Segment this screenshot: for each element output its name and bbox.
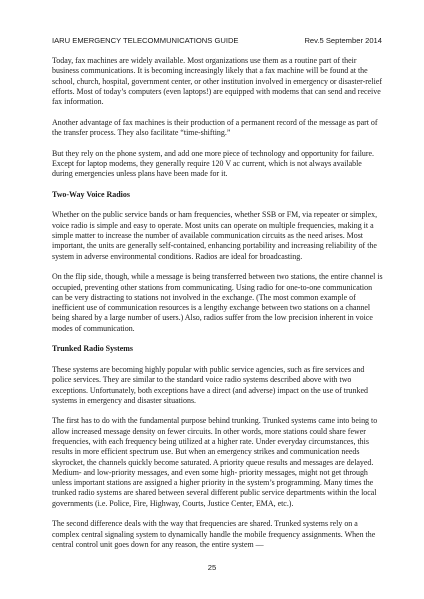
paragraph-fax-availability: Today, fax machines are widely available. Most organizations use them as a routine part of their business communications. It is becoming increasingly likely that a fax machine will be found at the school, church, hospital, government center, or other institution involved in emergency or disaster-relief efforts. Most of today’s computers (even laptops!) are equipped with modems that can send and receive fax information. xyxy=(52,56,383,107)
paragraph-trunked-second-difference: The second difference deals with the way that frequencies are shared. Trunked systems rely on a complex central signaling system to dynamically handle the mobile frequency assignments. When the central control unit goes down for any reason, the entire system — xyxy=(52,519,376,549)
header-title: IARU EMERGENCY TELECOMMUNICATIONS GUIDE xyxy=(52,36,239,45)
paragraph-fax-advantage: Another advantage of fax machines is their production of a permanent record of the message as part of the transfer process. They also facilitate “time-shifting.” xyxy=(52,117,378,138)
paragraph-voice-radio-drawbacks: On the flip side, though, while a message is being transferred between two stations, the entire channel is occupied, preventing other stations from communicating. Using radio for one-to-one communication can be very distracting to stations not involved in the exchange. (The most common example of inefficient use of communication resources is a lengthy exchange between two stations on a channel being shared by a large number of users.) Also, radios suffer from the low precision inherent in voice modes of communication. xyxy=(52,272,383,333)
header-revision: Rev.5 September 2014 xyxy=(304,36,382,45)
paragraph-fax-drawbacks: But they rely on the phone system, and add one more piece of technology and opportunity for failure. Except for laptop modems, they generally require 120 V ac current, which is not always available during emergencies unless plans have been made for it. xyxy=(52,148,375,179)
heading-two-way-voice-radios: Two-Way Voice Radios xyxy=(52,189,130,199)
paragraph-trunked-first-difference: The first has to do with the fundamental purpose behind trunking. Trunked systems came into being to allow increased message density on fewer circuits. In other words, more stations could share fewer frequencies, with each frequency being utilized at a higher rate. Under everyday circumstances, this results in more efficient spectrum use. But when an emergency strikes and communication needs skyrocket, the channels quickly become saturated. A priority queue results and messages are delayed. Medium- and low-priority messages, and even some high- priority messages, might not get through unless important stations are assigned a higher priority in the system’s programming. Many times the trunked radio systems are shared between several different public service departments within the local governments (i.e. Police, Fire, Highway, Courts, Justice Center, EMA, etc.). xyxy=(52,416,378,508)
page-header xyxy=(52,35,382,47)
paragraph-trunked-intro: These systems are becoming highly popular with public service agencies, such as fire services and police services. They are similar to the standard voice radio systems described above with two exceptions. Unfortunately, both exceptions have a direct (and adverse) impact on the use of trunked systems in emergency and disaster situations. xyxy=(52,364,368,405)
paragraph-voice-radio-advantages: Whether on the public service bands or ham frequencies, whether SSB or FM, via repeater or simplex, voice radio is simple and easy to operate. Most units can operate on multiple frequencies, making it a simple matter to increase the number of available communication circuits as the need arises. Most important, the units are generally self-contained, enhancing portability and increasing reliability of the system in adverse environmental conditions. Radios are ideal for broadcasting. xyxy=(52,210,378,261)
page-number: 25 xyxy=(207,563,217,572)
heading-trunked-radio-systems: Trunked Radio Systems xyxy=(52,344,134,354)
body-text xyxy=(52,56,384,561)
